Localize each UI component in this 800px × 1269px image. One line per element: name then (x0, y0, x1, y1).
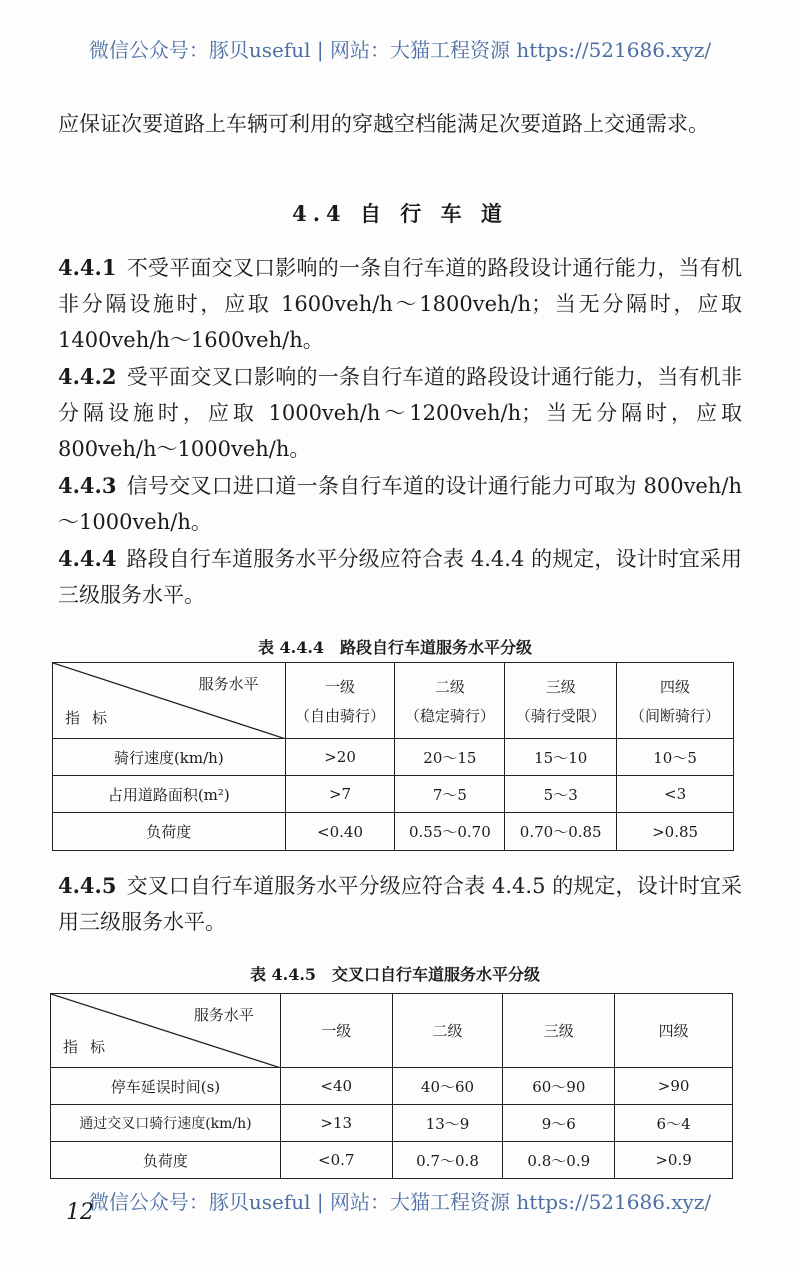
table-row (51, 1105, 733, 1142)
cell: 40～60 (392, 1068, 503, 1105)
level-label: 四级 (660, 677, 691, 696)
row-label: 负荷度 (53, 813, 286, 851)
table2-caption: 表 4.4.5 交叉口自行车道服务水平分级 (249, 965, 541, 984)
corner-cell (53, 663, 286, 739)
clause-number: 4.4.1 (58, 255, 117, 280)
table-row (53, 776, 734, 813)
clause-4-4-1 (58, 250, 742, 358)
level-desc: （间断骑行） (630, 706, 721, 725)
header-cell (505, 663, 617, 739)
row-label: 占用道路面积(m²) (53, 776, 286, 813)
cell: 5～3 (505, 776, 617, 813)
cell: <3 (617, 776, 734, 813)
header-cell: 三级 (503, 994, 615, 1068)
header-cell: 四级 (615, 994, 733, 1068)
header-cell: 一级 (280, 994, 392, 1068)
cell: 0.7～0.8 (392, 1142, 503, 1179)
clause-4-4-4 (58, 541, 742, 613)
cell: 0.70～0.85 (505, 813, 617, 851)
level-label: 三级 (545, 677, 576, 696)
cell: >20 (285, 739, 395, 776)
corner-top-label: 服务水平 (193, 1006, 254, 1024)
cell: <0.40 (285, 813, 395, 851)
row-label: 通过交叉口骑行速度(km/h) (51, 1105, 281, 1142)
cell: <0.7 (280, 1142, 392, 1179)
cell: 6～4 (615, 1105, 733, 1142)
corner-bottom-label: 指标 (63, 1038, 118, 1056)
table-header-row (51, 994, 733, 1068)
cell: 0.55～0.70 (395, 813, 505, 851)
level-desc: （骑行受限） (515, 706, 606, 725)
clause-number: 4.4.3 (58, 473, 117, 498)
watermark-bottom: 微信公众号：豚贝useful | 网站：大猫工程资源 https://521686.xyz/ (88, 1190, 712, 1214)
table-row (53, 813, 734, 851)
row-label: 负荷度 (51, 1142, 281, 1179)
page-number: 12 (66, 1200, 94, 1225)
header-cell (617, 663, 734, 739)
clause-text: 不受平面交叉口影响的一条自行车道的路段设计通行能力，当有机非分隔设施时，应取 1600veh/h～1800veh/h；当无分隔时，应取 1400veh/h～1600veh/h。 (58, 256, 742, 352)
intro-paragraph: 应保证次要道路上车辆可利用的穿越空档能满足次要道路上交通需求。 (58, 112, 709, 136)
cell: 7～5 (395, 776, 505, 813)
header-cell (285, 663, 395, 739)
row-label: 停车延误时间(s) (51, 1068, 281, 1105)
level-label: 二级 (434, 677, 465, 696)
cell: 15～10 (505, 739, 617, 776)
clause-number: 4.4.2 (58, 364, 117, 389)
cell: 0.8～0.9 (503, 1142, 615, 1179)
clause-4-4-5 (58, 868, 742, 940)
table-header-row (53, 663, 734, 739)
corner-top-label: 服务水平 (198, 675, 259, 693)
watermark-top: 微信公众号：豚贝useful | 网站：大猫工程资源 https://521686.xyz/ (88, 38, 712, 62)
clause-text: 信号交叉口进口道一条自行车道的设计通行能力可取为 800veh/h～1000veh/h。 (58, 474, 742, 534)
table-row (53, 739, 734, 776)
corner-cell (51, 994, 281, 1068)
cell: >90 (615, 1068, 733, 1105)
cell: 9～6 (503, 1105, 615, 1142)
clause-number: 4.4.4 (58, 546, 117, 571)
clause-text: 路段自行车道服务水平分级应符合表 4.4.4 的规定，设计时宜采用三级服务水平。 (58, 547, 742, 607)
cell: 10～5 (617, 739, 734, 776)
table1-caption: 表 4.4.4 路段自行车道服务水平分级 (257, 638, 533, 657)
clause-text: 受平面交叉口影响的一条自行车道的路段设计通行能力，当有机非分隔设施时，应取 1000veh/h～1200veh/h；当无分隔时，应取 800veh/h～1000veh/h。 (58, 365, 742, 461)
clause-text: 交叉口自行车道服务水平分级应符合表 4.4.5 的规定，设计时宜采用三级服务水平。 (58, 874, 742, 934)
cell: 13～9 (392, 1105, 503, 1142)
cell: >7 (285, 776, 395, 813)
table-4-4-5 (50, 993, 733, 1179)
section-heading: 4.4 自 行 车 道 (292, 201, 508, 226)
cell: >0.9 (615, 1142, 733, 1179)
clause-4-4-3 (58, 468, 742, 540)
cell: 20～15 (395, 739, 505, 776)
clause-4-4-2 (58, 359, 742, 467)
table-row (51, 1142, 733, 1179)
corner-bottom-label: 指标 (65, 709, 120, 727)
cell: <40 (280, 1068, 392, 1105)
table-4-4-4 (52, 662, 734, 851)
cell: >13 (280, 1105, 392, 1142)
header-cell: 二级 (392, 994, 503, 1068)
header-cell (395, 663, 505, 739)
cell: >0.85 (617, 813, 734, 851)
table-row (51, 1068, 733, 1105)
level-desc: （稳定骑行） (404, 706, 495, 725)
level-desc: （自由骑行） (295, 706, 386, 725)
level-label: 一级 (325, 677, 356, 696)
clause-number: 4.4.5 (58, 873, 117, 898)
cell: 60～90 (503, 1068, 615, 1105)
row-label: 骑行速度(km/h) (53, 739, 286, 776)
